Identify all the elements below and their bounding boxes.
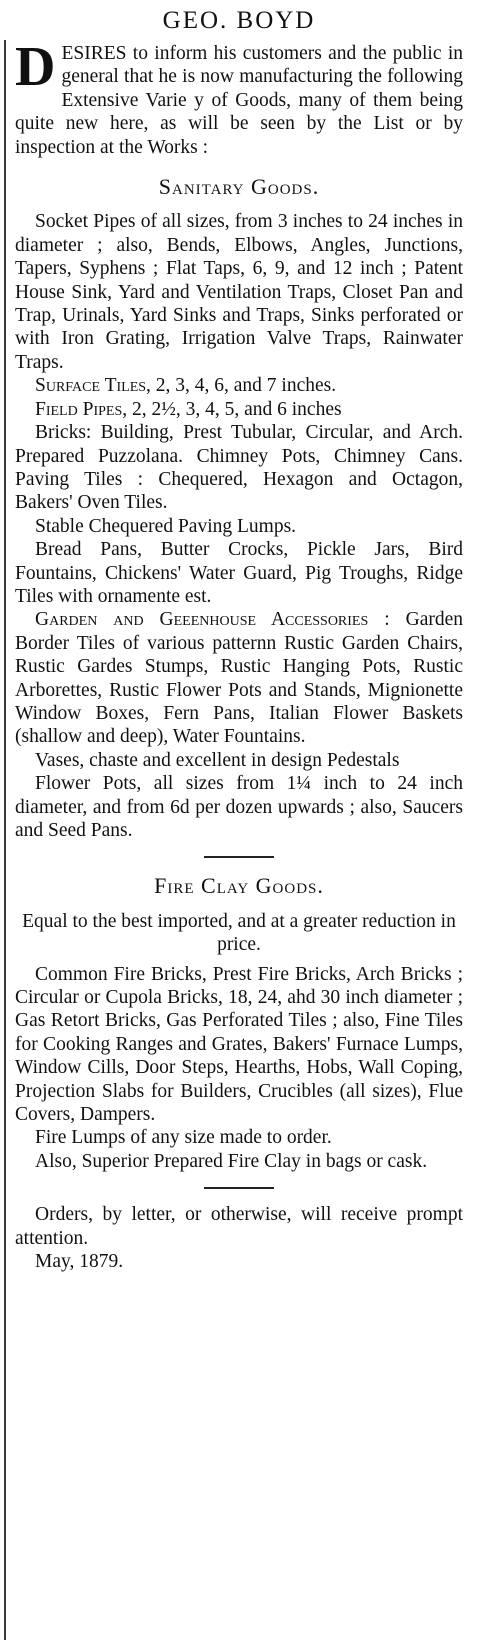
section-divider: [204, 856, 274, 858]
sanitary-pipes-paragraph: Socket Pipes of all sizes, from 3 inches to 24 inches in diameter ; also, Bends, Elbows, Angles, Junctions, Tapers, Syphens ; Flat Taps, 6, 9, and 12 inch ; Patent House Sink, Yard and Ventilation Traps, Closet Pan and Trap, Urinals, Yard Sinks and Traps, Sinks perforated or with Iron Grating, Irrigation Valve Traps, Rainwater Traps.: [15, 211, 463, 373]
intro-text: ESIRES to inform his customers and the public in general that he is now manufacturing the following Extensive Varie y of Goods, many of them being quite new here, as will be seen by the List or by inspection at the Works :: [15, 43, 463, 158]
orders-paragraph: Orders, by letter, or otherwise, will receive prompt attention.: [15, 1204, 463, 1249]
date-line: May, 1879.: [35, 1251, 124, 1273]
section-divider-2: [204, 1187, 274, 1189]
fireclay-common-paragraph: Common Fire Bricks, Prest Fire Bricks, Arch Bricks ; Circular or Cupola Bricks, 18, 24, ahd 30 inch diameter ; Gas Retort Bricks, Gas Perforated Tiles ; also, Fine Tiles for Cooking Ranges and Grates, Bakers' Furnace Lumps, Window Cills, Door Steps, Hearths, Hobs, Wall Coping, Projection Slabs for Builders, Crucibles (all sizes), Flue Covers, Dampers.: [15, 963, 463, 1126]
surface-tiles-line: [15, 374, 463, 397]
superior-clay-paragraph: Also, Superior Prepared Fire Clay in bags or cask.: [35, 1150, 428, 1172]
flower-pots-paragraph: Flower Pots, all sizes from 1¼ inch to 24 inch diameter, and from 6d per dozen upwards ; also, Saucers and Seed Pans.: [15, 773, 463, 841]
fireclay-heading: Fire Clay Goods.: [154, 873, 324, 899]
advertiser-name: GEO. BOYD: [162, 7, 316, 34]
field-pipes-text: 2, 2½, 3, 4, 5, and 6 inches: [127, 398, 342, 420]
garden-paragraph: [15, 608, 463, 748]
advertisement-column: [15, 0, 463, 1274]
fireclay-equal-line: Equal to the best imported, and at a greater reduction in price.: [22, 910, 456, 956]
vases-paragraph: Vases, chaste and excellent in design Pedestals: [35, 749, 400, 771]
garden-text: Garden Border Tiles of various patternn Rustic Garden Chairs, Rustic Gardes Stumps, Rustic Hanging Pots, Rustic Arborettes, Rustic Flower Pots and Stands, Mignionette Window Boxes, Fern Pans, Italian Flower Baskets (shallow and deep), Water Fountains.: [15, 609, 464, 748]
stable-paragraph: Stable Chequered Paving Lumps.: [35, 515, 297, 537]
surface-tiles-label: Surface Tiles,: [35, 375, 151, 397]
drop-cap: D: [15, 36, 56, 98]
bricks-paragraph: Bricks: Building, Prest Tubular, Circular, and Arch. Prepared Puzzolana. Chimney Pots, Chimney Cans. Paving Tiles : Chequered, Hexagon and Octagon, Bakers' Oven Tiles.: [15, 422, 463, 514]
sanitary-heading: Sanitary Goods.: [158, 174, 320, 200]
fire-lumps-paragraph: Fire Lumps of any size made to order.: [35, 1127, 332, 1149]
field-pipes-line: [15, 398, 463, 421]
intro-paragraph: [15, 36, 463, 159]
garden-label: Garden and Geeenhouse Accessories :: [35, 609, 390, 631]
column-rule: [4, 40, 6, 1640]
surface-tiles-text: 2, 3, 4, 6, and 7 inches.: [150, 375, 337, 397]
bread-pans-paragraph: Bread Pans, Butter Crocks, Pickle Jars, Bird Fountains, Chickens' Water Guard, Pig Troughs, Ridge Tiles with ornamente est.: [15, 539, 463, 607]
field-pipes-label: Field Pipes,: [35, 398, 128, 420]
